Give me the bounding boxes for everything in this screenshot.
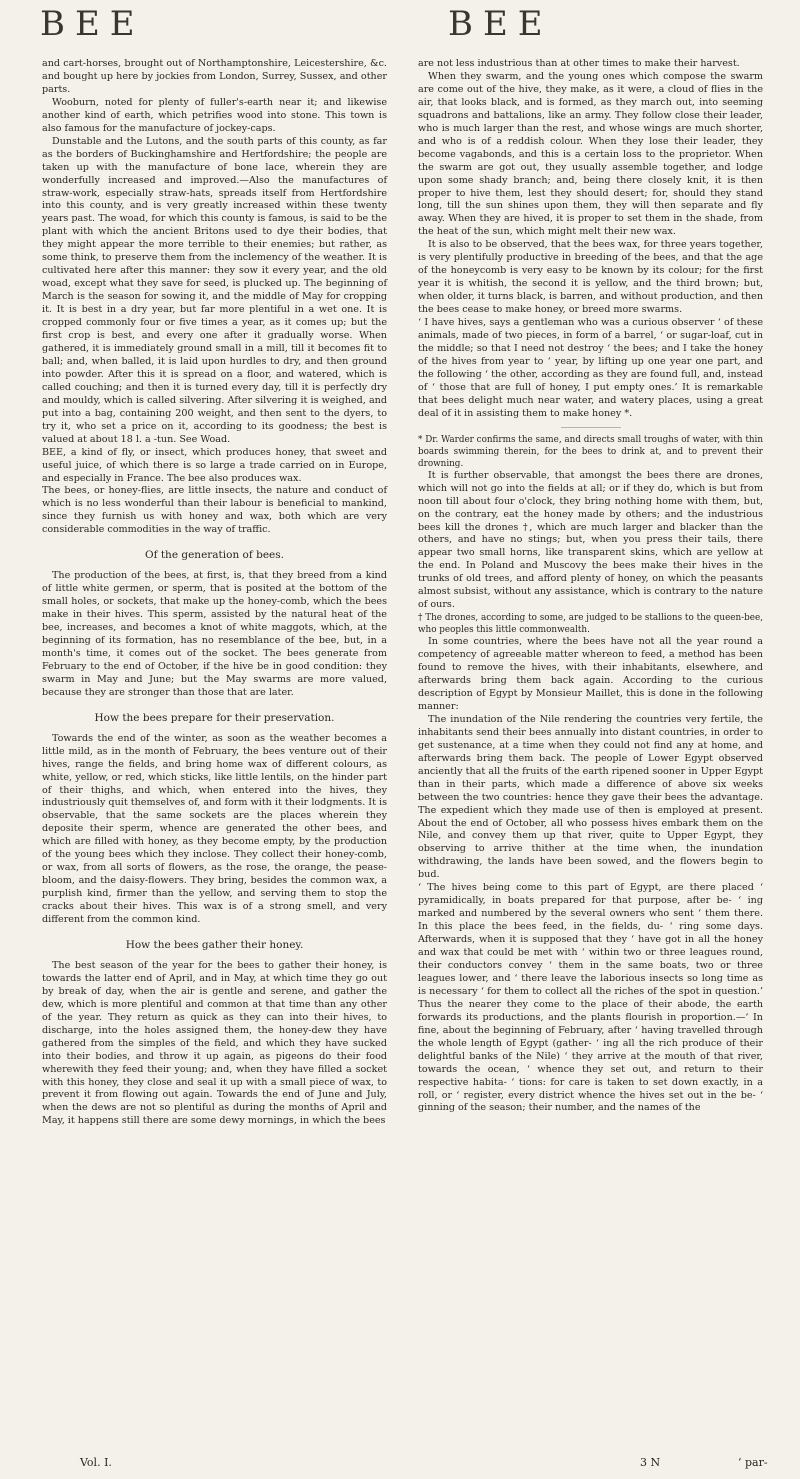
paragraph: and cart-horses, brought out of Northamptonshire, Leicestershire, &c. and bought up here by jockies from London, Surrey, Sussex, and other parts. [42, 58, 387, 95]
paragraph: The best season of the year for the bees to gather their honey, is towards the latter end of April, and in May, at which time they go out by break of day, when the air is gentle and serene, and gather the dew, which is more plentiful and common at that time than any other of the year. They return as quick as they can into their hives, to discharge, into the holes assigned them, the honey-dew they have gathered from the simples of the field, and which they have sucked into their bodies, and throw it up again, as pigeons do their food wherewith they feed their young; and, when they have filled a socket with this honey, they close and seal it up with a small piece of wax, to prevent it from flowing out again. Towards the end of June and July, when the dews are not so plentiful as during the months of April and May, it happens still there are some dewy mornings, in which the bees [42, 959, 387, 1127]
paragraph: Wooburn, noted for plenty of fuller's-earth near it; and likewise another kind of earth, which petrifies wood into stone. This town is also famous for the manufacture of jockey-caps. [42, 96, 387, 134]
footnote: * Dr. Warder confirms the same, and directs small troughs of water, with thin boards swimming therein, for the bees to drink at, and to prevent their drowning. [418, 434, 763, 469]
catchword: ‘ par- [738, 1456, 768, 1469]
paragraph: BEE, a kind of fly, or insect, which produces honey, that sweet and useful juice, of which there is so large a trade carried on in Europe, and especially in France. The bee also produces wax. [42, 446, 387, 484]
paragraph: The production of the bees, at first, is, that they breed from a kind of little white germen, or sperm, that is posited at the bottom of the small holes, or sockets, that make up the honey-comb, which the bees make in their hives. This sperm, assisted by the natural heat of the bee, increases, and becomes a knot of white maggots, which, at the beginning of its formation, has no resemblance of the bee, but, in a month's time, it comes out of the socket. The bees generate from February to the end of October, if the hive be in good condition: they swarm in May and June; but the May swarms are more valued, because they are stronger than those that are later. [42, 570, 387, 698]
section-heading: Of the generation of bees. [145, 549, 284, 562]
volume-label: Vol. I. [80, 1456, 112, 1469]
section-heading: How the bees gather their honey. [125, 939, 304, 951]
paragraph: are not less industrious than at other times to make their harvest. [418, 58, 740, 69]
left-column [42, 58, 387, 1128]
paragraph: It is also to be observed, that the bees wax, for three years together, is very plentifully productive in breeding of the bees, and that the age of the honeycomb is very easy to be known by its colour; for the first year it is whitish, the second it is yellow, and the third brown; but, when older, it turns black, is barren, and without production, and then the bees cease to make honey, or breed more swarms. [418, 239, 763, 316]
quotation: ‘ I have hives, says a gentleman who was a curious observer ‘ of these animals, made of two pieces, in form of a barrel, ‘ or sugar-loaf, cut in the middle; so that I need not destroy ‘ the bees; and I take the honey of the hives from year to ‘ year, by lifting up one year one part, and the following ‘ the other, according as they are found full, and, instead of ‘ those that are full of honey, I put empty ones.’ It is remarkable that bees delight much near water, and watery places, using a great deal of it in assisting them to make honey *. [418, 317, 763, 419]
paragraph: It is further observable, that amongst the bees there are drones, which will not go into the fields at all; or if they do, which is but from noon till about four o'clock, they bring nothing home with them, but, on the contrary, eat the honey made by others; and the industrious bees kill the drones †, which are much larger and blacker than the others, and have no stings; but, when you press their tails, there appear two small horns, like transparent skins, which are yellow at the end. In Poland and Muscovy the bees make their hives in the trunks of old trees, and afford plenty of honey, on which the peasants almost subsist, without any assistance, which is contrary to the nature of ours. [418, 469, 763, 611]
footnote-rule [561, 427, 621, 428]
footnote: † The drones, according to some, are judged to be stallions to the queen-bee, who peoples this little commonwealth. [418, 613, 763, 636]
signature-mark: 3 N [640, 1456, 661, 1469]
right-column [418, 58, 763, 1115]
paragraph: Dunstable and the Lutons, and the south parts of this county, as far as the borders of Buckinghamshire and Hertfordshire; the people are taken up with the manufacture of bone lace, wherein they are wonderfully increased and improved.—Also the manufactures of straw-work, especially straw-hats, spreads itself from Hertfordshire into this county, and is very greatly increased within these twenty years past. The woad, for which this county is famous, is said to be the plant with which the ancient Britons used to dye their bodies, that they might appear the more terrible to their enemies; but rather, as some think, to preserve them from the inclemency of the weather. It is cultivated here after this manner: they sow it every year, and the old woad, except what they save for seed, is plucked up. The beginning of March is the season for sowing it, and the middle of May for cropping it. It is best in a dry year, but far more plentiful in a wet one. It is cropped commonly four or five times a year, as it comes up; but the first crop is best, and every one after it gradually worse. When gathered, it is immediately ground small in a mill, till it becomes fit to ball; and, when balled, it is laid upon hurdles to dry, and then ground into powder. After this it is spread on a floor, and watered, which is called couching; and then it is turned every day, till it is perfectly dry and mouldy, which is called silvering. After silvering it is weighed, and put into a bag, containing 200 weight, and then sent to the dyers, to try it, who set a price on it, according to its goodness; the best is valued at about 18 l. a -tun. See Woad. [42, 135, 387, 445]
paragraph: Towards the end of the winter, as soon as the weather becomes a little mild, as in the month of February, the bees venture out of their hives, range the fields, and bring home wax of different colours, as white, yellow, or red, which sticks, like little lentils, on the hinder part of their thighs, and which, when entered into the hives, they industriously quit themselves of, and form with it their lodgments. It is observable, that the same sockets are the places wherein they deposite their sperm, whence are generated the other bees, and which are filled with honey, as they become empty, by the production of the young bees which they inclose. They collect their honey-comb, or wax, from all sorts of flowers, as the rose, the orange, the pease-bloom, and the daisy-flowers. They bring, besides the common wax, a purplish kind, firmer than the yellow, and serving them to stop the cracks about their hives. This wax is of a strong smell, and very different from the common kind. [42, 732, 387, 926]
running-head-left: BEE [40, 4, 145, 44]
running-head-right: BEE [448, 4, 553, 44]
paragraph: The inundation of the Nile rendering the countries very fertile, the inhabitants send their bees annually into distant countries, in order to get sustenance, at a time when they could not find any at home, and afterwards bring them back. The people of Lower Egypt observed anciently that all the fruits of the earth ripened sooner in Upper Egypt than in their parts, which made a difference of above six weeks between the two countries: hence they gave their bees the advantage. The expedient which they made use of then is employed at present. About the end of October, all who possess hives embark them on the Nile, and convey them up that river, quite to Upper Egypt, they observing to arrive thither at the time when, the inundation withdrawing, the lands have been sowed, and the flowers begin to bud. [418, 713, 763, 881]
section-heading: How the bees prepare for their preservation. [94, 711, 335, 724]
quotation: ‘ The hives being come to this part of Egypt, are there placed ‘ pyramidically, in boats prepared for that purpose, after be- ‘ ing marked and numbered by the several owners who sent ‘ them there. In this place the bees feed, in the fields, du- ‘ ring some days. Afterwards, when it is supposed that they ‘ have got in all the honey and wax that could be met with ‘ within two or three leagues round, their conductors convey ‘ them in the same boats, two or three leagues lower, and ‘ there leave the laborious insects so long time as is necessary ‘ for them to collect all the riches of the spot in question.’ Thus the nearer they come to the place of their abode, the earth forwards its productions, and the plants flourish in proportion.—‘ In fine, about the beginning of February, after ‘ having travelled through the whole length of Egypt (gather- ‘ ing all the rich produce of their delightful banks of the Nile) ‘ they arrive at the mouth of that river, towards the ocean, ‘ whence they set out, and return to their respective habita- ‘ tions: for care is taken to set down exactly, in a roll, or ‘ register, every district whence the hives set out in the be- ‘ ginning of the season; their number, and the names of the [418, 882, 763, 1114]
paragraph: When they swarm, and the young ones which compose the swarm are come out of the hive, they make, as it were, a cloud of flies in the air, that looks black, and is formed, as they march out, into seeming squadrons and battalions, like an army. They follow close their leader, who is much larger than the rest, and whose wings are much shorter, and who is of a reddish colour. When they lose their leader, they become vagabonds, and this is a certain loss to the proprietor. When the swarm are got out, they usually assemble together, and lodge upon some shady branch; and, being there closely knit, it is then proper to hive them, lest they should desert; for, should they stand long, till the sun shines upon them, they will then separate and fly away. When they are hived, it is proper to set them in the shade, from the heat of the sun, which might melt their new wax. [418, 70, 763, 238]
paragraph: The bees, or honey-flies, are little insects, the nature and conduct of which is no less wonderful than their labour is beneficial to mankind, since they furnish us with honey and wax, both which are very considerable commodities in the way of traffic. [42, 485, 387, 536]
paragraph: In some countries, where the bees have not all the year round a competency of agreeable matter whereon to feed, a method has been found to remove the hives, with their inhabitants, elsewhere, and afterwards bring them back again. According to the curious description of Egypt by Monsieur Maillet, this is done in the following manner: [418, 636, 763, 712]
